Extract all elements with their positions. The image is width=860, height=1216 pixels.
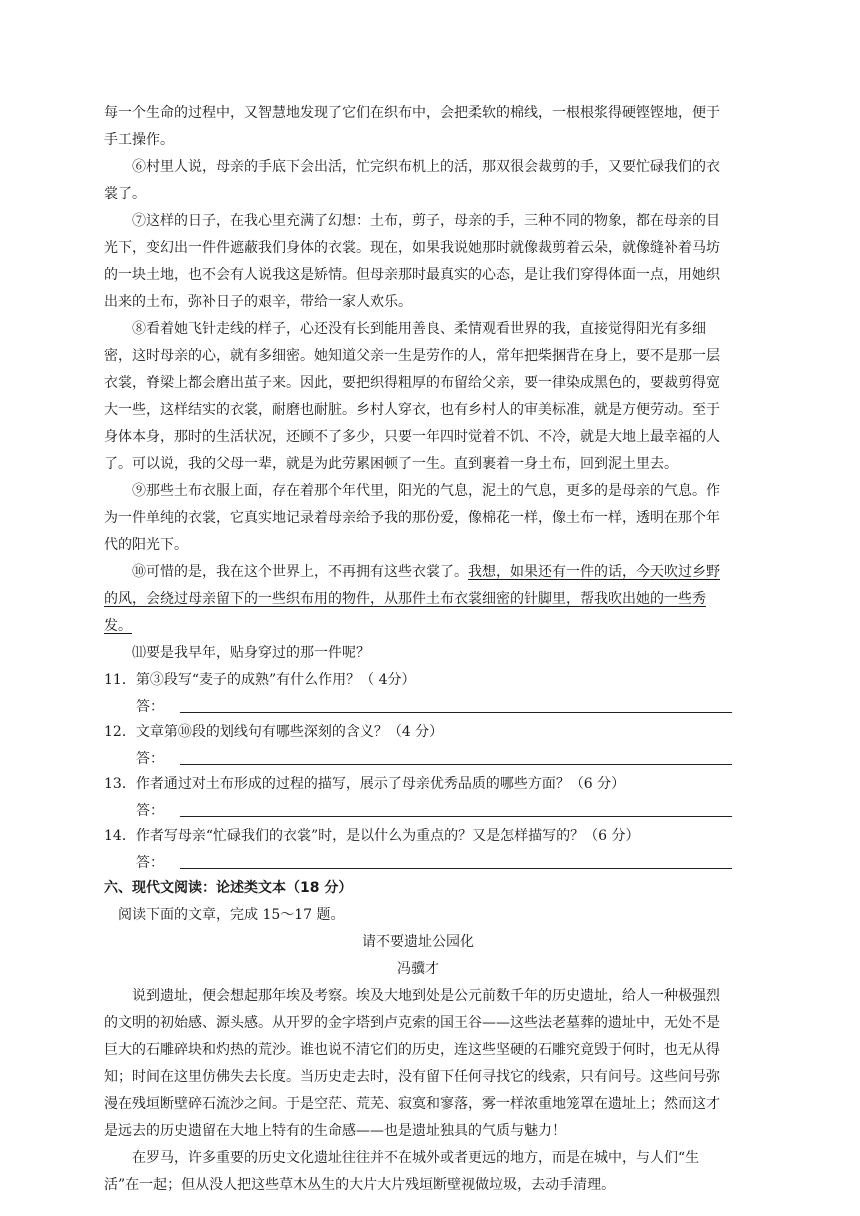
article-paragraph-2: 在罗马，许多重要的历史文化遗址往往并不在城外或者更远的地方，而是在城中，与人们“生活”在一起；但从没人把这些草木丛生的大片大片残垣断壁视做垃圾，去动手清理。 (104, 1150, 700, 1193)
article-title: 请不要遗址公园化 (362, 934, 474, 950)
passage-paragraph-7: ⑦这样的日子，在我心里充满了幻想：土布，剪子，母亲的手，三种不同的物象，都在母亲的目光下，变幻出一件件遮蔽我们身体的衣裳。现在，如果我说她那时就像裁剪着云朵，就像缝补着马坊的一块土地，也不会有人说我这是矫情。但母亲那时最真实的心态，是让我们穿得体面一点，用她织出来的土布，弥补日子的艰辛，带给一家人欢乐。 (104, 213, 720, 310)
answer-area[interactable] (104, 850, 732, 875)
question-text: 13．作者通过对土布形成的过程的描写，展示了母亲优秀品质的哪些方面？（6 分） (104, 776, 626, 792)
paragraph-10-plain: ⑩可惜的是，我在这个世界上，不再拥有这些衣裳了。 (132, 564, 468, 580)
answer-label: 答： (136, 855, 164, 871)
question-11 (104, 667, 732, 719)
document-page (104, 100, 732, 1199)
section-6-heading: 六、现代文阅读：论述类文本（18 分） (104, 880, 353, 896)
passage-paragraph-10 (104, 559, 732, 640)
answer-area[interactable] (104, 746, 732, 771)
answer-area[interactable] (104, 798, 732, 823)
answer-line (180, 764, 732, 765)
question-13 (104, 771, 732, 823)
question-14 (104, 823, 732, 875)
answer-label: 答： (136, 803, 164, 819)
underlined-sentence: 我想，如果还有一件的话，今天吹过乡野的风，会绕过母亲留下的一些织布用的物件，从那件土布衣裳细密的针脚里，帮我吹出她的一些秀发。 (104, 564, 720, 634)
reading-instruction: 阅读下面的文章，完成 15～17 题。 (118, 907, 345, 923)
answer-label: 答： (136, 751, 164, 767)
question-text: 11．第③段写“麦子的成熟”有什么作用？（ 4分） (104, 672, 416, 688)
article-paragraph-1: 说到遗址，便会想起那年埃及考察。埃及大地到处是公元前数千年的历史遗址，给人一种极强烈的文明的初始感、源头感。从开罗的金字塔到卢克索的国王谷——这些法老墓葬的遗址中，无处不是巨大的石雕碎块和灼热的荒沙。谁也说不清它们的历史，连这些坚硬的石雕究竟毁于何时，也无从得知；时间在这里仿佛失去长度。当历史走去时，没有留下任何寻找它的线索，只有问号。这些问号弥漫在残垣断壁碎石流沙之间。于是空茫、荒芜、寂寞和寥落，雾一样浓重地笼罩在遗址上；然而这才是远去的历史遗留在大地上特有的生命感——也是遗址独具的气质与魅力！ (104, 988, 720, 1139)
passage-paragraph-6: ⑥村里人说，母亲的手底下会出活，忙完织布机上的活，那双很会裁剪的手，又要忙碌我们的衣裳了。 (104, 159, 720, 202)
question-12 (104, 719, 732, 771)
answer-line (180, 816, 732, 817)
question-text: 14．作者写母亲“忙碌我们的衣裳”时，是以什么为重点的？又是怎样描写的？（6 分） (104, 828, 640, 844)
article-author: 冯骥才 (397, 961, 439, 977)
passage-paragraph-11: ⑾要是我早年，贴身穿过的那一件呢？ (132, 645, 370, 661)
answer-label: 答： (136, 699, 164, 715)
answer-line (180, 712, 732, 713)
passage-paragraph-9: ⑨那些土布衣服上面，存在着那个年代里，阳光的气息，泥土的气息，更多的是母亲的气息。作为一件单纯的衣裳，它真实地记录着母亲给予我的那份爱，像棉花一样，像土布一样，透明在那个年代的阳光下。 (104, 483, 720, 553)
passage-paragraph-8: ⑧看着她飞针走线的样子，心还没有长到能用善良、柔情观看世界的我，直接觉得阳光有多细密，这时母亲的心，就有多细密。她知道父亲一生是劳作的人，常年把柴捆背在身上，要不是那一层衣裳，脊梁上都会磨出茧子来。因此，要把织得粗厚的布留给父亲，要一律染成黑色的，要裁剪得宽大一些，这样结实的衣裳，耐磨也耐脏。乡村人穿衣，也有乡村人的审美标准，就是方便劳动。至于身体本身，那时的生活状况，还顾不了多少，只要一年四时觉着不饥、不冷，就是大地上最幸福的人了。可以说，我的父母一辈，就是为此劳累困顿了一生。直到裹着一身土布，回到泥土里去。 (104, 321, 720, 472)
question-text: 12．文章第⑩段的划线句有哪些深刻的含义？（4 分） (104, 724, 444, 740)
passage-paragraph-continued: 每一个生命的过程中，又智慧地发现了它们在织布中，会把柔软的棉线，一根根浆得硬铿铿地，便于手工操作。 (104, 105, 720, 148)
answer-area[interactable] (104, 694, 732, 719)
answer-line (180, 868, 732, 869)
